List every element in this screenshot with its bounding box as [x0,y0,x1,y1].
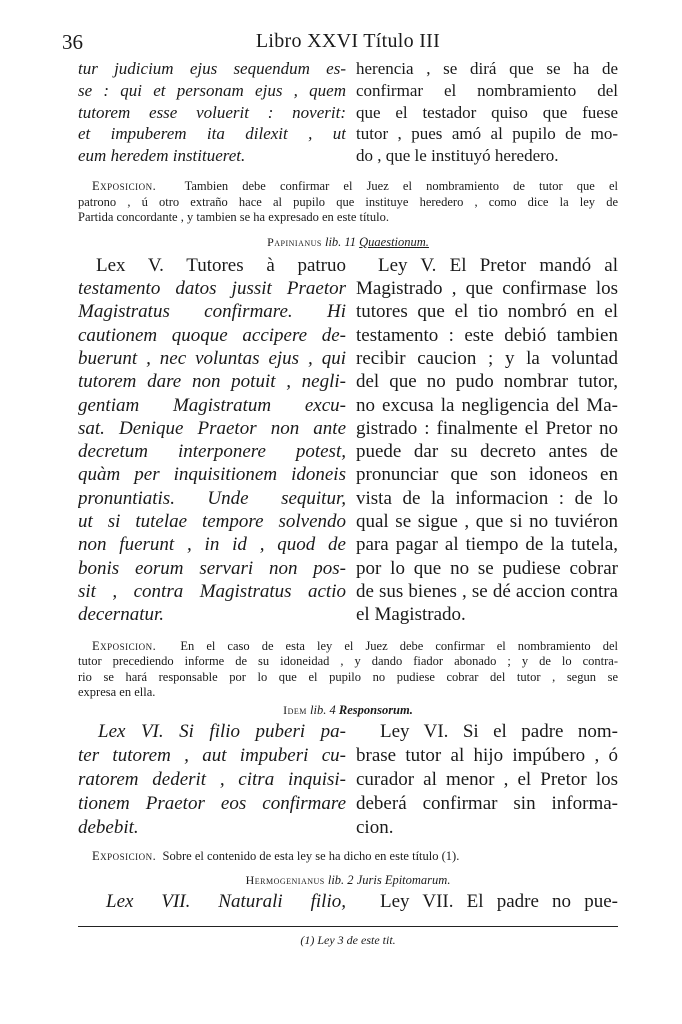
spanish-line: deberá confirmar sin informa- [356,792,618,814]
spanish-line: curador al menor , el Pretor los [356,768,618,790]
latin-line: gentiam Magistratum excu- [78,394,346,416]
source-author: Hermogenianus [245,873,325,888]
spanish-line: tutores que el tio nombró en el [356,301,618,323]
latin-column [78,890,346,914]
latin-line: Lex VI. Si filio puberi pa- [98,720,346,742]
spanish-line: brase tutor al hijo impúbero , ó [356,744,618,766]
bilingual-block-2 [78,254,618,627]
exposicion-line: Exposicion. En el caso de esta ley el Juez debe confirmar el nombramiento del [92,638,618,653]
latin-line: decretum interponere potest, [78,441,346,463]
spanish-line: Ley VI. Si el padre nom- [380,720,618,742]
spanish-line: pronunciar que son idoneos en [356,464,618,486]
latin-line: non fuerunt , in id , quod de [78,534,346,556]
spanish-column [356,890,618,914]
exposicion-label: Exposicion. [92,638,157,653]
spanish-line: recibir caucion ; y la voluntad [356,347,618,369]
latin-line: ratorem dederit , citra inquisi- [78,768,346,790]
latin-line: sit , contra Magistratus actio [78,580,346,602]
spanish-line: de sus bienes , se dé accion contra [356,580,618,602]
latin-column [78,720,346,840]
exposicion-line: patrono , ú otro extraño hace al pupilo que instituye heredero , como dice la ley de [78,194,618,209]
spanish-line: el Magistrado. [356,604,466,626]
footnote-divider [78,926,618,927]
bilingual-block-4 [78,890,618,914]
exposicion-2 [78,639,618,701]
latin-line: cautionem quoque accipere de- [78,324,346,346]
latin-line: debebit. [78,816,139,838]
spanish-column [356,58,618,167]
source-author: Papinianus [267,234,322,249]
spanish-line: puede dar su decreto antes de [356,441,618,463]
exposicion-line: Partida concordante , y tambien se ha expresado en este título. [78,210,390,225]
spanish-line: Magistrado , que confirmase los [356,278,618,300]
latin-line: se : qui et personam ejus , quem [78,80,346,100]
spanish-line: gistrado : finalmente el Pretor no [356,417,618,439]
exposicion-label: Exposicion. [92,178,157,193]
spanish-line: por lo que no se pudiese cobrar [356,557,618,579]
latin-column [78,58,346,167]
spanish-line: qual se sigue , que si no tuviéron [356,511,618,533]
latin-line: tutorem dare non potuit , negli- [78,371,346,393]
page-number: 36 [62,30,83,54]
latin-column [78,254,346,627]
exposicion-line: Exposicion. Tambien debe confirmar el Juez el nombramiento de tutor que el [92,178,618,193]
bilingual-block-1 [78,58,618,167]
spanish-line: confirmar el nombramiento del [356,80,618,100]
exposicion-line: Exposicion. Sobre el contenido de esta ley se ha dicho en este título (1). [92,848,460,863]
spanish-line: cion. [356,816,394,838]
source-citation-1 [78,235,618,250]
exposicion-3 [78,849,618,865]
latin-line: quàm per inquisitionem idoneis [78,464,346,486]
exposicion-line: rio se hará responsable por lo que el pupilo no pudiese cobrar del tutor , segun se [78,669,618,684]
source-citation-2 [78,703,618,718]
latin-line: bonis eorum servari non pos- [78,557,346,579]
source-author: Idem [283,702,307,717]
source-work: Responsorum. [338,702,413,717]
exposicion-1 [78,179,618,226]
spanish-line: del que no pudo nombrar tutor, [356,371,618,393]
spanish-line: do , que le instituyó heredero. [356,146,559,166]
spanish-line: tutor , pues amó al pupilo de mo- [356,124,618,144]
latin-line: tur judicium ejus sequendum es- [78,59,346,78]
bilingual-block-3 [78,720,618,840]
spanish-line: para pagar al tiempo de la tutela, [356,534,618,556]
spanish-line: herencia , se dirá que se ha de [356,59,618,78]
exposicion-label: Exposicion. [92,848,157,863]
running-title: Libro XXVI Título III [255,30,441,52]
spanish-line: Ley VII. El padre no pue- [380,891,618,913]
source-book: lib. 4 [310,702,336,717]
latin-line: tionem Praetor eos confirmare [78,792,346,814]
source-book: lib. 11 [324,234,357,249]
latin-line: buerunt , nec voluntas ejus , qui [78,347,346,369]
source-work: Juris Epitomarum. [356,873,451,888]
latin-line: ter tutorem , aut impuberi cu- [78,744,346,766]
spanish-line: testamento : este debió tambien [356,324,618,346]
latin-line: decernatur. [78,604,165,626]
page-header [62,28,618,58]
spanish-column [356,720,618,840]
page [62,28,618,948]
source-book: lib. 2 [327,873,354,888]
latin-line: Lex V. Tutores à patruo [96,254,346,276]
latin-line: sat. Denique Praetor non ante [78,417,346,439]
latin-line: Magistratus confirmare. Hi [78,301,346,323]
exposicion-line: tutor precediendo informe de su idoneidad , y dando fiador abonado ; y de lo contra- [78,654,618,669]
latin-line: et impuberem ita dilexit , ut [78,124,346,144]
latin-line: tutorem esse voluerit : noverit: [78,102,346,122]
latin-line: testamento datos jussit Praetor [78,278,346,300]
source-citation-3 [78,873,618,888]
latin-line: ut si tutelae tempore solvendo [78,511,346,533]
footnote: (1) Ley 3 de este tit. [300,933,396,948]
exposicion-line: expresa en ella. [78,685,156,700]
latin-line: pronuntiatis. Unde sequitur, [78,487,346,509]
spanish-line: Ley V. El Pretor mandó al [378,254,618,276]
latin-line: Lex VII. Naturali filio, [106,891,346,913]
source-work: Quaestionum. [359,234,429,249]
latin-line: eum heredem institueret. [78,146,246,166]
spanish-line: no excusa la negligencia del Ma- [356,394,618,416]
spanish-line: que el testador quiso que fuese [356,102,618,122]
spanish-column [356,254,618,627]
spanish-line: vista de la informacion : de lo [356,487,618,509]
